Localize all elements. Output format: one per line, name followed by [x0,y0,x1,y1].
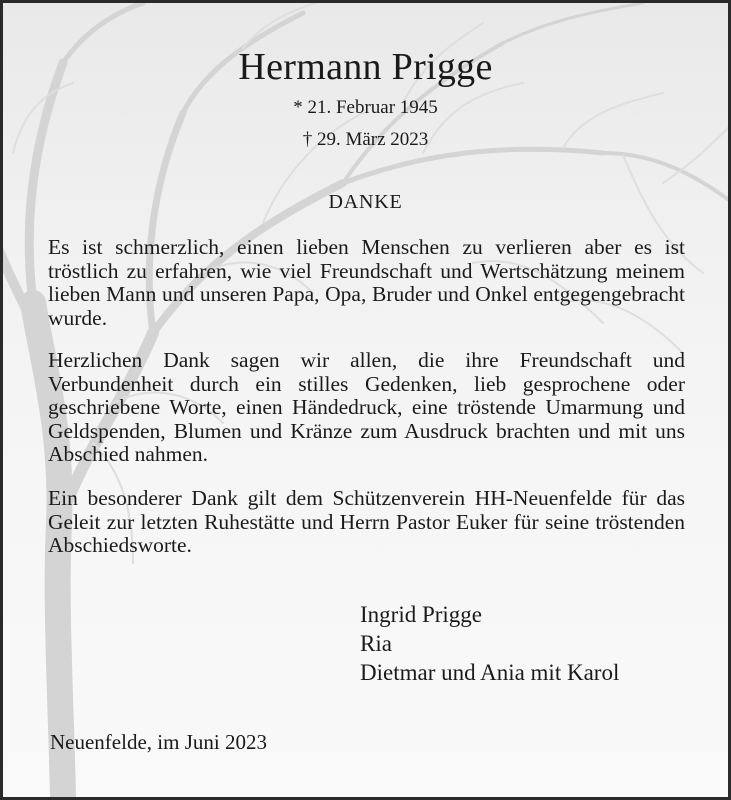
thanks-paragraph-1: Es ist schmerzlich, einen lieben Menschen zu verlieren aber es ist tröstlich zu erfahren, wie viel Freundschaft und Wertschätzung meinem lieben Mann und unseren Papa, Opa, Bruder und Onkel entgegengebracht wurde. [48,235,685,330]
deceased-name: Hermann Prigge [238,46,493,88]
thanks-paragraph-3: Ein besonderer Dank gilt dem Schützenverein HH-Neuenfelde für das Geleit zur letzten Ruhestätte und Herrn Pastor Euker für seine tröstenden Abschiedsworte. [48,486,685,557]
signer: Ria [360,631,392,656]
death-date: † 29. März 2023 [302,129,429,150]
signer: Dietmar und Ania mit Karol [360,660,620,685]
place-and-date: Neuenfelde, im Juni 2023 [50,730,267,754]
birth-date: * 21. Februar 1945 [293,97,438,118]
notice-content [3,3,728,797]
signers-list [360,600,619,687]
thanks-heading: DANKE [328,191,403,213]
signer: Ingrid Prigge [360,602,483,627]
thanks-paragraph-2: Herzlichen Dank sagen wir allen, die ihre Freundschaft und Verbundenheit durch ein stilles Gedenken, lieb gesprochene oder geschriebene Worte, einen Händedruck, eine tröstende Umarmung und Geldspenden, Blumen und Kränze zum Ausdruck brachten und mit uns Abschied nahmen. [48,348,685,466]
